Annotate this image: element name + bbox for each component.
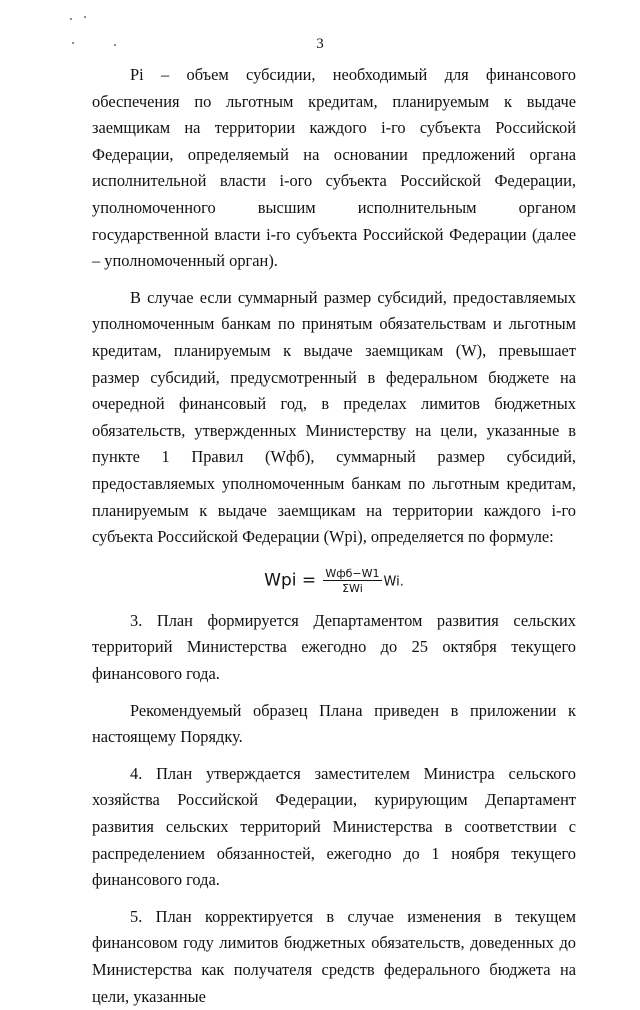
paragraph-item-3: 3. План формируется Департаментом развития сельских территорий Министерства ежегодно до 25 октября текущего финансового года. <box>92 610 576 683</box>
paragraph-sample-plan: Рекомендуемый образец Плана приведен в приложении к настоящему Порядку. <box>92 700 576 747</box>
page-number: 3 <box>316 36 324 52</box>
paragraph-item-5: 5. План корректируется в случае изменения в текущем финансовом году лимитов бюджетных обязательств, доведенных до Министерства как получателя средств федерального бюджета на цели, указанные <box>92 906 576 1006</box>
formula-lhs: Wpi = <box>264 570 317 591</box>
formula <box>92 567 576 596</box>
paragraph-subsidy-case: В случае если суммарный размер субсидий, предоставляемых уполномоченным банкам по принятым обязательствам и льготным кредитам, планируемым к выдаче заемщикам (W), превышает размер субсидий, предусмотренный в федеральном бюджете на очередной финансовый год, в пределах лимитов бюджетных обязательств, утвержденных Министерству на цели, указанные в пункте 1 Правил (Wфб), суммарный размер субсидий, предоставляемых уполномоченным банкам по льготным кредитам, планируемым к выдаче заемщикам на территории каждого i-го субъекта Российской Федерации (Wpi), определяется по формуле: <box>92 287 576 547</box>
formula-denominator: ΣWi <box>342 581 363 595</box>
paragraph-pi-definition: Pi – объем субсидии, необходимый для финансового обеспечения по льготным кредитам, планируемым к выдаче заемщикам на территории каждого i-го субъекта Российской Федерации, определяемый на основании предложений органа исполнительной власти i-ого субъекта Российской Федерации, уполномоченного высшим исполнительным органом государственной власти i-го субъекта Российской Федерации (далее – уполномоченный орган). <box>92 65 576 271</box>
document-body <box>92 62 576 1010</box>
paragraph-item-4: 4. План утверждается заместителем Министра сельского хозяйства Российской Федерации, курирующим Департамент развития сельских территорий Министерства в соответствии с распределением обязанностей, ежегодно до 1 ноября текущего финансового года. <box>92 763 576 890</box>
formula-fraction <box>323 567 381 595</box>
formula-rhs: Wi. <box>383 574 404 590</box>
formula-numerator: Wфб−W1 <box>325 566 380 580</box>
